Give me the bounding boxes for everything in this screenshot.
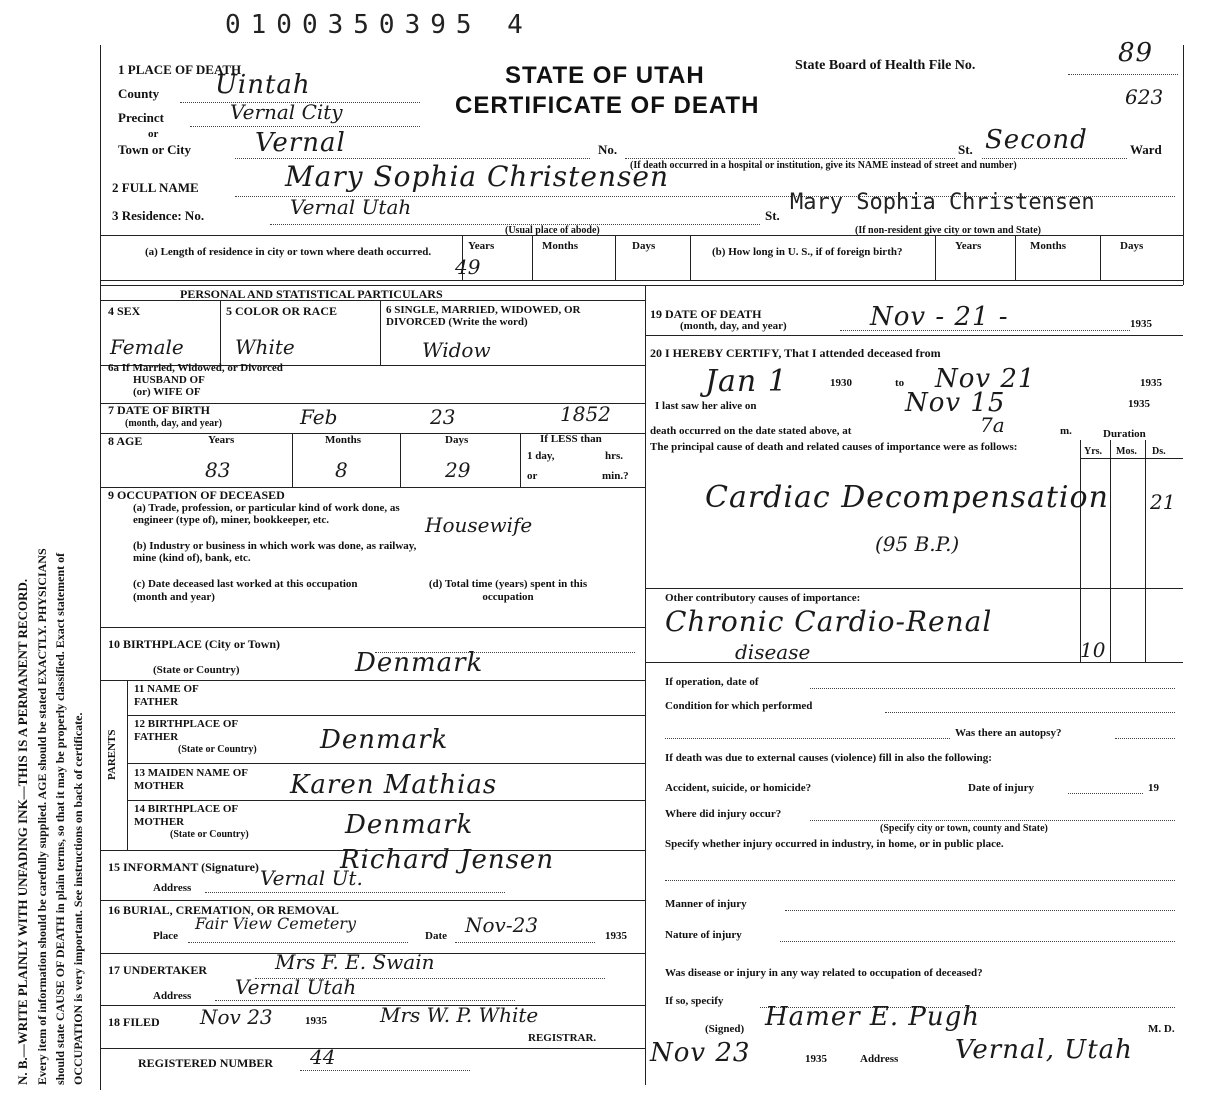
attended-to-label: to (895, 377, 905, 389)
operation-label: If operation, date of (665, 676, 759, 688)
contrib-years: 10 (1080, 638, 1106, 662)
age-months-header: Months (325, 434, 362, 446)
death-date-value: Nov - 21 - (870, 302, 1009, 332)
father-name-label: 11 NAME OF FATHER (134, 683, 199, 708)
age-years-header: Years (208, 434, 235, 446)
sidebar-line-2: Every item of information should be carefully supplied. AGE should be stated EXACTLY. PHYSICIANS (35, 548, 49, 1085)
undertaker-address-label: Address (153, 990, 192, 1002)
death-date-label: 19 DATE OF DEATH (650, 307, 762, 321)
age-months-value: 8 (335, 458, 348, 482)
personal-heading: PERSONAL AND STATISTICAL PARTICULARS (180, 287, 443, 301)
sidebar-line-1: N. B.—WRITE PLAINLY WITH UNFADING INK—THIS IS A PERMANENT RECORD. (15, 578, 30, 1085)
mother-bp-value: Denmark (345, 810, 474, 840)
last-saw-date: Nov 15 (905, 388, 1006, 418)
years-header: Years (468, 240, 495, 252)
mother-bp-sub-label: (State or Country) (170, 829, 249, 840)
specify-label: Specify whether injury occurred in industry, in home, or in public place. (665, 838, 1004, 850)
injury-date-label: Date of injury (968, 782, 1034, 794)
serial-number: 0100350395 4 (225, 10, 533, 40)
us-residence-label: (b) How long in U. S., if of foreign birth? (712, 246, 903, 258)
registrar-label: REGISTRAR. (528, 1032, 597, 1044)
less-or-label: or (527, 470, 538, 482)
days-header: Days (632, 240, 656, 252)
autopsy-label: Was there an autopsy? (955, 727, 1062, 739)
death-year: 1935 (1130, 318, 1152, 330)
certificate-title-state: STATE OF UTAH (505, 62, 705, 89)
md-label: M. D. (1148, 1023, 1175, 1035)
file-label: State Board of Health File No. (795, 58, 976, 73)
full-name-label: 2 FULL NAME (112, 180, 199, 195)
sidebar-line-3: should state CAUSE OF DEATH in plain terms, so that it may be properly classified. Exact statement of (53, 552, 67, 1085)
certificate-title: CERTIFICATE OF DEATH (455, 92, 760, 119)
length-residence-label: (a) Length of residence in city or town where death occurred. (145, 246, 432, 258)
mother-name-label: 13 MAIDEN NAME OF MOTHER (134, 767, 248, 792)
attended-to: Nov 21 (935, 364, 1036, 394)
or-label: or (148, 128, 159, 140)
filed-year: 1935 (305, 1015, 327, 1027)
last-saw-year: 1935 (1128, 398, 1150, 410)
dob-sub-label: (month, day, and year) (125, 418, 222, 429)
less-min-label: min.? (602, 470, 629, 482)
occupation-a-label: (a) Trade, profession, or particular kind of work done, as engineer (type of), miner, bookkeeper, etc. (133, 502, 400, 526)
if-so-label: If so, specify (665, 995, 724, 1007)
birthplace-label: 10 BIRTHPLACE (City or Town) (108, 637, 281, 651)
signed-label: (Signed) (705, 1023, 745, 1035)
town-label: Town or City (118, 142, 191, 157)
dob-month-value: Feb (300, 405, 338, 429)
duration-header: Duration (1103, 428, 1146, 440)
informant-label: 15 INFORMANT (Signature) (108, 860, 259, 874)
injury-year-label: 19 (1148, 782, 1159, 794)
husband-label-c: (or) WIFE OF (133, 386, 201, 398)
cause-days: 21 (1150, 490, 1176, 514)
contrib-label: Other contributory causes of importance: (665, 592, 861, 604)
undertaker-label: 17 UNDERTAKER (108, 963, 208, 977)
dob-year-value: 1852 (560, 402, 611, 426)
nonresident-note: (If non-resident give city or town and State) (855, 225, 1042, 236)
file-number-2: 623 (1125, 85, 1164, 109)
sex-value: Female (110, 335, 184, 359)
occupation-value: Housewife (425, 513, 533, 537)
birthplace-value: Denmark (355, 648, 484, 678)
age-days-header: Days (445, 434, 469, 446)
color-label: 5 COLOR OR RACE (226, 304, 338, 318)
less-than-label: If LESS than (540, 433, 602, 445)
filed-date: Nov 23 (200, 1005, 273, 1029)
months-header: Months (542, 240, 579, 252)
usual-abode-note: (Usual place of abode) (505, 225, 600, 236)
condition-label: Condition for which performed (665, 700, 813, 712)
physician-address-label: Address (860, 1053, 899, 1065)
nature-label: Nature of injury (665, 929, 742, 941)
burial-year: 1935 (605, 930, 627, 942)
precinct-label: Precinct (118, 110, 164, 125)
precinct-value: Vernal City (230, 100, 343, 124)
death-occurred-label: death occurred on the date stated above, at (650, 425, 852, 437)
no-label: No. (598, 142, 618, 157)
father-bp-value: Denmark (320, 725, 449, 755)
burial-date-label: Date (425, 930, 447, 942)
undertaker-address: Vernal Utah (235, 975, 357, 999)
informant-address-label: Address (153, 882, 192, 894)
mother-bp-label: 14 BIRTHPLACE OF MOTHER (134, 803, 238, 828)
registrar-signature: Mrs W. P. White (380, 1003, 539, 1027)
town-value: Vernal (255, 128, 346, 158)
place-heading: 1 PLACE OF DEATH (118, 62, 242, 77)
ward-label: Ward (1130, 142, 1162, 157)
husband-label-b: HUSBAND OF (133, 374, 205, 386)
county-value: Uintah (215, 70, 311, 100)
parents-side-label: PARENTS (106, 729, 118, 780)
dob-label: 7 DATE OF BIRTH (108, 403, 210, 417)
place-note: (If death occurred in a hospital or institution, give its NAME instead of street and number) (630, 160, 1017, 171)
less-day-label: 1 day, (527, 450, 555, 462)
death-m-label: m. (1060, 425, 1072, 437)
residence-typed-name: Mary Sophia Christensen (790, 190, 1095, 215)
less-hrs-label: hrs. (605, 450, 624, 462)
filed-label: 18 FILED (108, 1015, 160, 1029)
ward-value: Second (985, 125, 1088, 155)
burial-label: 16 BURIAL, CREMATION, OR REMOVAL (108, 903, 339, 917)
full-name-value: Mary Sophia Christensen (285, 160, 670, 193)
occ-related-label: Was disease or injury in any way related to occupation of deceased? (665, 967, 983, 979)
accident-label: Accident, suicide, or homicide? (665, 782, 812, 794)
sex-label: 4 SEX (108, 304, 141, 318)
physician-address: Vernal, Utah (955, 1035, 1133, 1065)
color-value: White (235, 335, 295, 359)
attended-from: Jan 1 (705, 364, 788, 399)
burial-place-value: Fair View Cemetery (195, 914, 356, 933)
sign-year: 1935 (805, 1053, 827, 1065)
residence-years-value: 49 (455, 255, 481, 279)
physician-signature: Hamer E. Pugh (765, 1002, 981, 1032)
age-years-value: 83 (205, 458, 231, 482)
mother-name-value: Karen Mathias (290, 770, 498, 800)
file-number: 89 (1118, 38, 1154, 68)
ds-header: Ds. (1152, 446, 1166, 457)
attended-from-year: 1930 (830, 377, 852, 389)
occupation-b-label: (b) Industry or business in which work was done, as railway, mine (kind of), bank, etc. (133, 540, 417, 564)
age-label: 8 AGE (108, 434, 143, 448)
father-bp-label: 12 BIRTHPLACE OF FATHER (134, 718, 238, 743)
external-label: If death was due to external causes (violence) fill in also the following: (665, 752, 992, 764)
occupation-d-label: (d) Total time (years) spent in this occupation (428, 578, 588, 603)
where-label: Where did injury occur? (665, 808, 782, 820)
cause-value: Cardiac Decompensation (705, 480, 1109, 515)
marital-label: 6 SINGLE, MARRIED, WIDOWED, OR DIVORCED (Write the word) (386, 304, 581, 328)
residence-label: 3 Residence: No. (112, 208, 205, 223)
certify-label: 20 I HEREBY CERTIFY, That I attended deceased from (650, 346, 941, 360)
mos-header: Mos. (1116, 446, 1137, 457)
us-months-header: Months (1030, 240, 1067, 252)
undertaker-value: Mrs F. E. Swain (275, 950, 435, 974)
cause-note: (95 B.P.) (875, 532, 960, 556)
residence-value: Vernal Utah (290, 195, 412, 219)
death-date-sub-label: (month, day, and year) (680, 320, 787, 332)
registered-number-value: 44 (310, 1045, 336, 1069)
us-years-header: Years (955, 240, 982, 252)
age-days-value: 29 (445, 458, 471, 482)
sidebar-line-4: OCCUPATION is very important. See instructions on back of certificate. (71, 712, 85, 1085)
manner-label: Manner of injury (665, 898, 747, 910)
county-label: County (118, 86, 160, 101)
contrib-value: Chronic Cardio-Renal (665, 605, 993, 638)
occupation-heading: 9 OCCUPATION OF DECEASED (108, 488, 285, 502)
birthplace-state-label: (State or Country) (153, 664, 240, 676)
attended-to-year: 1935 (1140, 377, 1162, 389)
marital-value: Widow (422, 338, 491, 362)
residence-st-label: St. (765, 208, 780, 223)
burial-date-value: Nov-23 (465, 913, 539, 937)
burial-place-label: Place (153, 930, 179, 942)
informant-address: Vernal Ut. (260, 866, 363, 890)
cause-label: The principal cause of death and related causes of importance were as follows: (650, 441, 1018, 453)
us-days-header: Days (1120, 240, 1144, 252)
death-hour: 7a (980, 413, 1005, 437)
dob-day-value: 23 (430, 405, 456, 429)
occupation-c-label: (c) Date deceased last worked at this occupation (month and year) (133, 578, 358, 603)
st-label: St. (958, 142, 973, 157)
sign-date: Nov 23 (650, 1038, 751, 1068)
husband-label-a: 6a If Married, Widowed, or Divorced (108, 362, 283, 374)
last-saw-label: I last saw her alive on (655, 400, 757, 412)
where-note: (Specify city or town, county and State) (880, 823, 1048, 834)
yrs-header: Yrs. (1084, 446, 1103, 457)
informant-value: Richard Jensen (340, 845, 555, 875)
contrib-value-2: disease (735, 640, 811, 664)
father-bp-sub-label: (State or Country) (178, 744, 257, 755)
registered-number-label: REGISTERED NUMBER (138, 1056, 274, 1070)
